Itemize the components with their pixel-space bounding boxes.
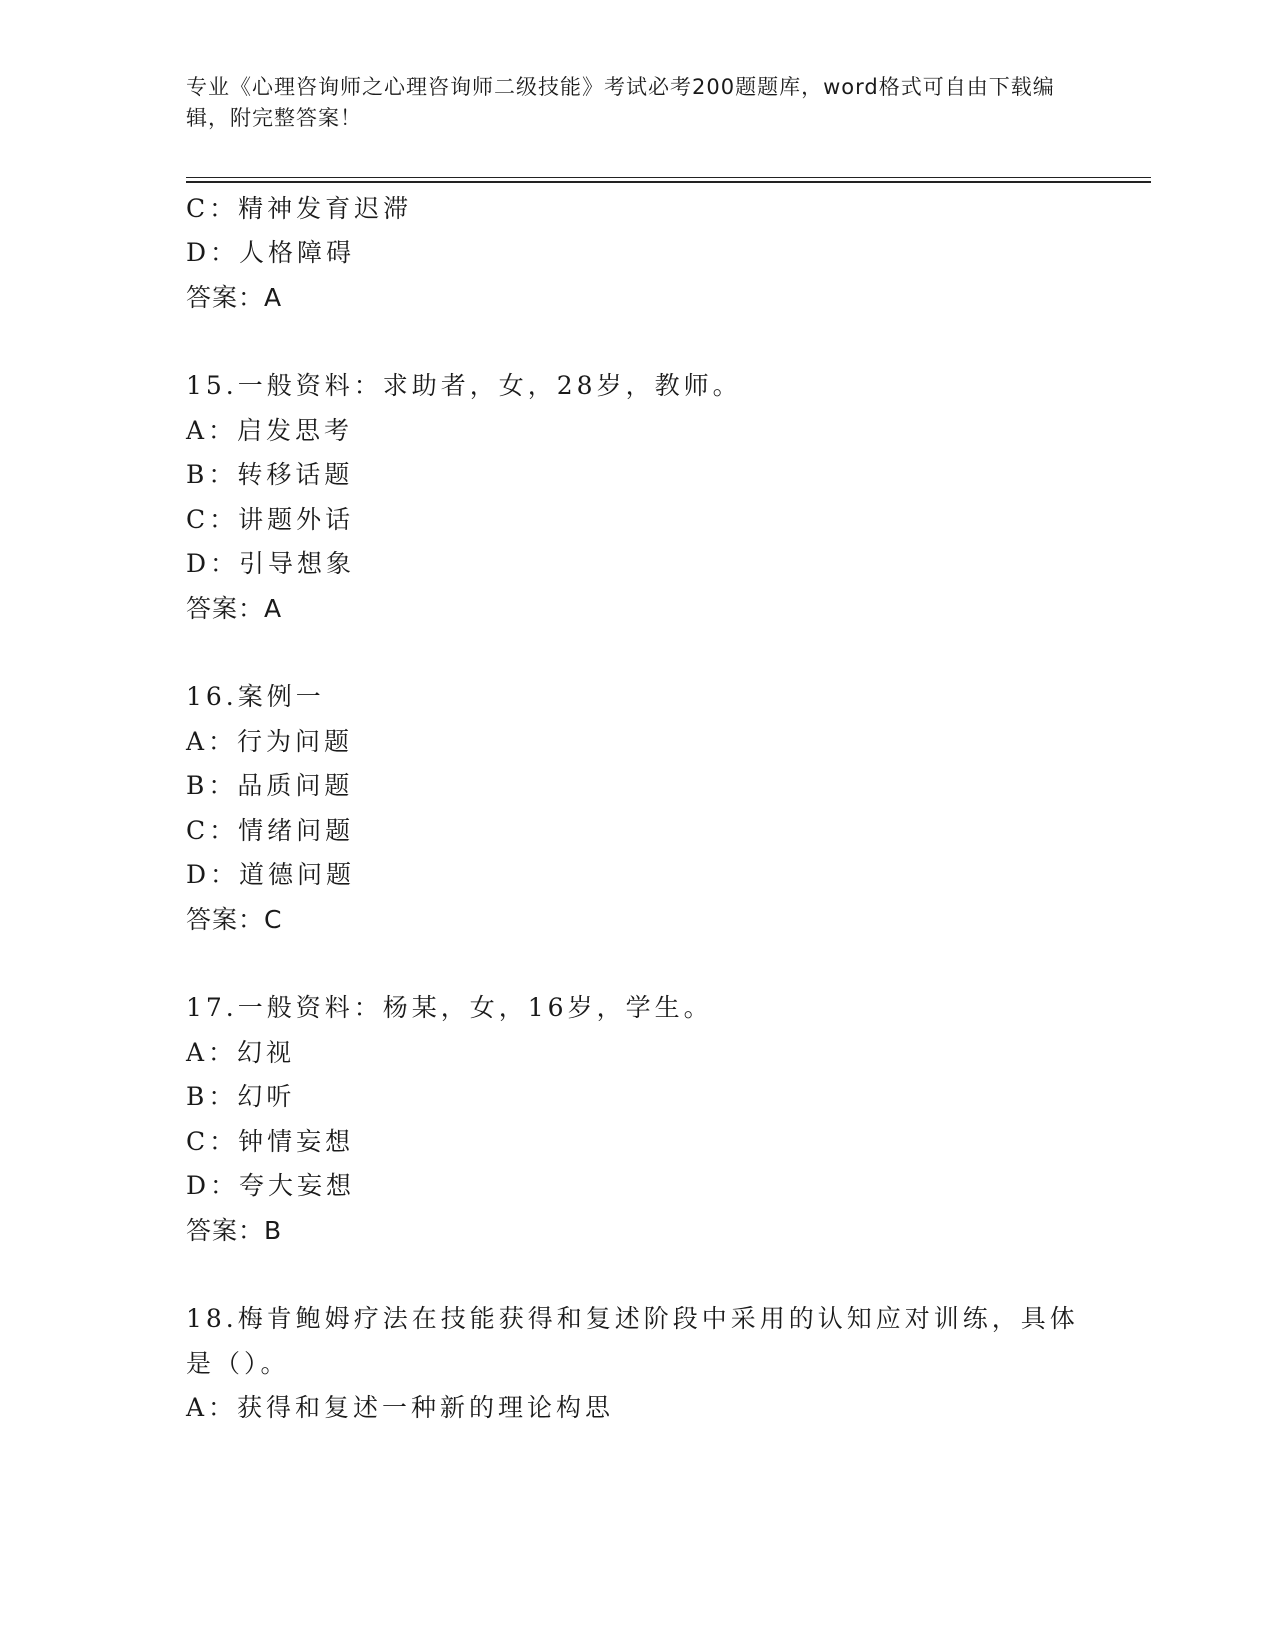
option-b: B：幻听 — [186, 1082, 296, 1111]
option-c: C：讲题外话 — [186, 505, 355, 534]
question-18-continued: 是（）。 — [186, 1349, 290, 1378]
question-18: 18.梅肯鲍姆疗法在技能获得和复述阶段中采用的认知应对训练，具体 — [186, 1304, 1079, 1333]
option-b: B：转移话题 — [186, 460, 354, 489]
option-d: D：道德问题 — [186, 860, 356, 889]
option-a: A：幻视 — [186, 1038, 296, 1067]
question-15: 15.一般资料：求助者，女，28岁，教师。 — [186, 371, 742, 400]
header-divider-top — [186, 177, 1151, 178]
header-divider-bottom — [186, 181, 1151, 183]
answer: 答案：A — [186, 283, 283, 312]
question-17: 17.一般资料：杨某，女，16岁，学生。 — [186, 993, 713, 1022]
option-b: B：品质问题 — [186, 771, 354, 800]
document-header: 专业《心理咨询师之心理咨询师二级技能》考试必考200题题库，word格式可自由下载编辑，附完整答案！ — [186, 75, 1055, 130]
option-a: A：获得和复述一种新的理论构思 — [186, 1393, 615, 1422]
option-c: C：情绪问题 — [186, 816, 355, 845]
option-d: D：人格障碍 — [186, 238, 356, 267]
answer: 答案：B — [186, 1216, 283, 1245]
option-a: A：启发思考 — [186, 416, 354, 445]
answer: 答案：C — [186, 905, 283, 934]
option-a: A：行为问题 — [186, 727, 354, 756]
question-16: 16.案例一 — [186, 682, 325, 711]
answer: 答案：A — [186, 594, 283, 623]
option-d: D：引导想象 — [186, 549, 356, 578]
option-c: C：精神发育迟滞 — [186, 194, 413, 223]
option-d: D：夸大妄想 — [186, 1171, 356, 1200]
option-c: C：钟情妄想 — [186, 1127, 355, 1156]
